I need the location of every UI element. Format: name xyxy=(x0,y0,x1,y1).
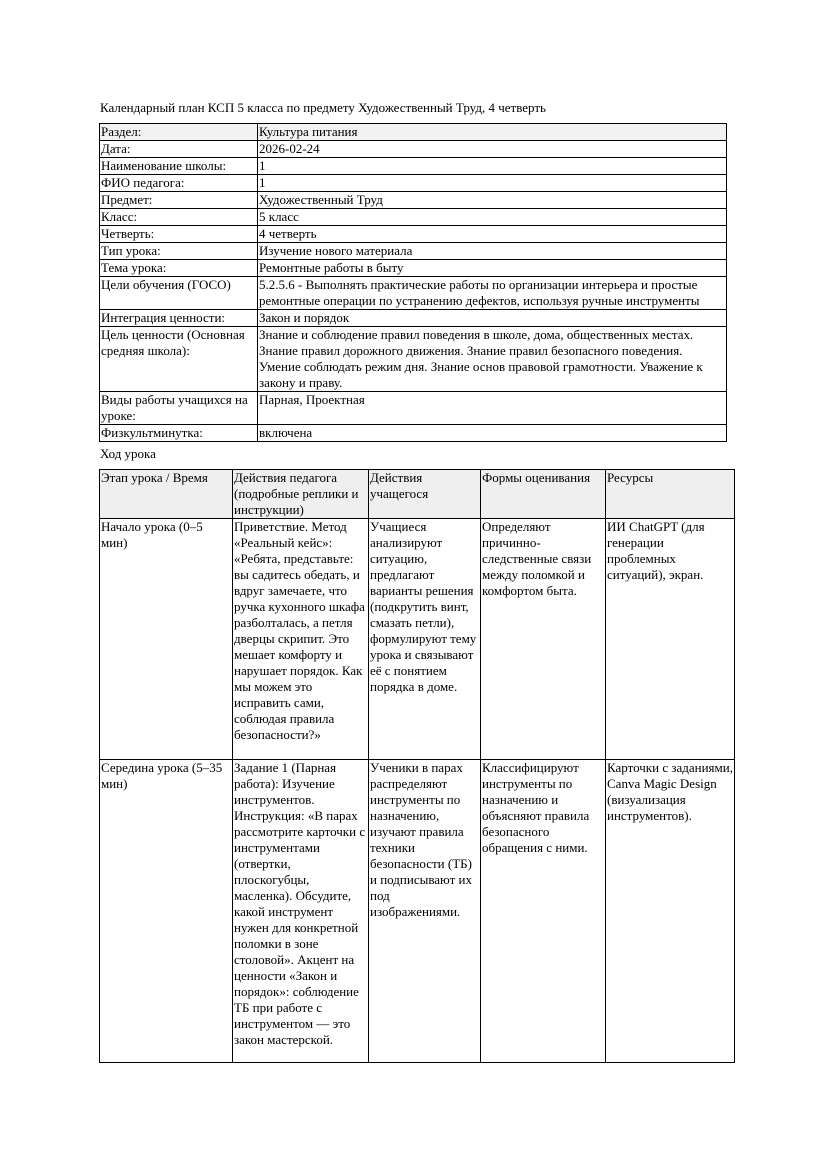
info-value: 5 класс xyxy=(258,209,727,226)
table-cell: Задание 1 (Парная работа): Изучение инструментов. Инструкция: «В парах рассмотрите карточки с инструментами (отвертки, плоскогубцы, масленка). Обсудите, какой инструмент нужен для конкретной поломки в зоне столовой». Акцент на ценности «Закон и порядок»: соблюдение ТБ при работе с инструментом — это закон мастерской. xyxy=(233,760,369,1063)
table-cell: Учащиеся анализируют ситуацию, предлагают варианты решения (подкрутить винт, смазать петли), формулируют тему урока и связывают её с понятием порядка в доме. xyxy=(369,519,481,760)
table-row xyxy=(100,760,735,1063)
info-row xyxy=(100,425,727,442)
table-cell: Ученики в парах распределяют инструменты по назначению, изучают правила техники безопасности (ТБ) и подписывают их под изображениями. xyxy=(369,760,481,1063)
lesson-info-table xyxy=(99,123,727,442)
info-value: Художественный Труд xyxy=(258,192,727,209)
info-row xyxy=(100,392,727,425)
table-cell: Приветствие. Метод «Реальный кейс»: «Ребята, представьте: вы садитесь обедать, и вдруг замечаете, что ручка кухонного шкафа разболталась, а петля дверцы скрипит. Это мешает комфорту и нарушает порядок. Как мы можем это исправить сами, соблюдая правила безопасности?» xyxy=(233,519,369,760)
info-value: 1 xyxy=(258,175,727,192)
column-header: Формы оценивания xyxy=(481,470,606,519)
info-value: 2026-02-24 xyxy=(258,141,727,158)
info-key: Четверть: xyxy=(100,226,258,243)
info-value: Закон и порядок xyxy=(258,310,727,327)
info-key: Дата: xyxy=(100,141,258,158)
table-cell: Классифицируют инструменты по назначению и объясняют правила безопасного обращения с ними. xyxy=(481,760,606,1063)
info-key: Интеграция ценности: xyxy=(100,310,258,327)
lesson-progress-heading: Ход урока xyxy=(100,446,156,461)
info-row xyxy=(100,192,727,209)
info-value: 5.2.5.6 - Выполнять практические работы по организации интерьера и простые ремонтные операции по устранению дефектов, используя ручные инструменты xyxy=(258,277,727,310)
table-cell: ИИ ChatGPT (для генерации проблемных ситуаций), экран. xyxy=(606,519,735,760)
info-value: Изучение нового материала xyxy=(258,243,727,260)
info-value: 4 четверть xyxy=(258,226,727,243)
info-key: Предмет: xyxy=(100,192,258,209)
info-row xyxy=(100,260,727,277)
info-key: Цель ценности (Основная средняя школа): xyxy=(100,327,258,392)
info-value: Знание и соблюдение правил поведения в школе, дома, общественных местах. Знание правил дорожного движения. Знание правил безопасного поведения. Умение соблюдать режим дня. Знание основ правовой грамотности. Уважение к закону и праву. xyxy=(258,327,727,392)
info-value: Культура питания xyxy=(258,124,727,141)
document-title: Календарный план КСП 5 класса по предмету Художественный Труд, 4 четверть xyxy=(100,100,546,115)
info-key: ФИО педагога: xyxy=(100,175,258,192)
info-row xyxy=(100,209,727,226)
info-key: Тема урока: xyxy=(100,260,258,277)
info-key: Виды работы учащихся на уроке: xyxy=(100,392,258,425)
info-row xyxy=(100,226,727,243)
table-cell: Начало урока (0–5 мин) xyxy=(100,519,233,760)
info-value: Ремонтные работы в быту xyxy=(258,260,727,277)
table-cell: Определяют причинно-следственные связи между поломкой и комфортом быта. xyxy=(481,519,606,760)
info-row xyxy=(100,310,727,327)
info-value: включена xyxy=(258,425,727,442)
info-key: Цели обучения (ГОСО) xyxy=(100,277,258,310)
info-row xyxy=(100,158,727,175)
lesson-steps-table xyxy=(99,469,735,1063)
table-header-row xyxy=(100,470,735,519)
info-row xyxy=(100,175,727,192)
table-cell: Карточки с заданиями, Canva Magic Design (визуализация инструментов). xyxy=(606,760,735,1063)
column-header: Ресурсы xyxy=(606,470,735,519)
column-header: Действия педагога (подробные реплики и инструкции) xyxy=(233,470,369,519)
info-row xyxy=(100,243,727,260)
info-value: Парная, Проектная xyxy=(258,392,727,425)
info-key: Наименование школы: xyxy=(100,158,258,175)
table-row xyxy=(100,519,735,760)
info-key: Класс: xyxy=(100,209,258,226)
column-header: Действия учащегося xyxy=(369,470,481,519)
info-row xyxy=(100,277,727,310)
info-key: Раздел: xyxy=(100,124,258,141)
info-key: Физкультминутка: xyxy=(100,425,258,442)
info-key: Тип урока: xyxy=(100,243,258,260)
column-header: Этап урока / Время xyxy=(100,470,233,519)
info-row xyxy=(100,141,727,158)
info-row xyxy=(100,327,727,392)
info-value: 1 xyxy=(258,158,727,175)
table-cell: Середина урока (5–35 мин) xyxy=(100,760,233,1063)
info-row xyxy=(100,124,727,141)
